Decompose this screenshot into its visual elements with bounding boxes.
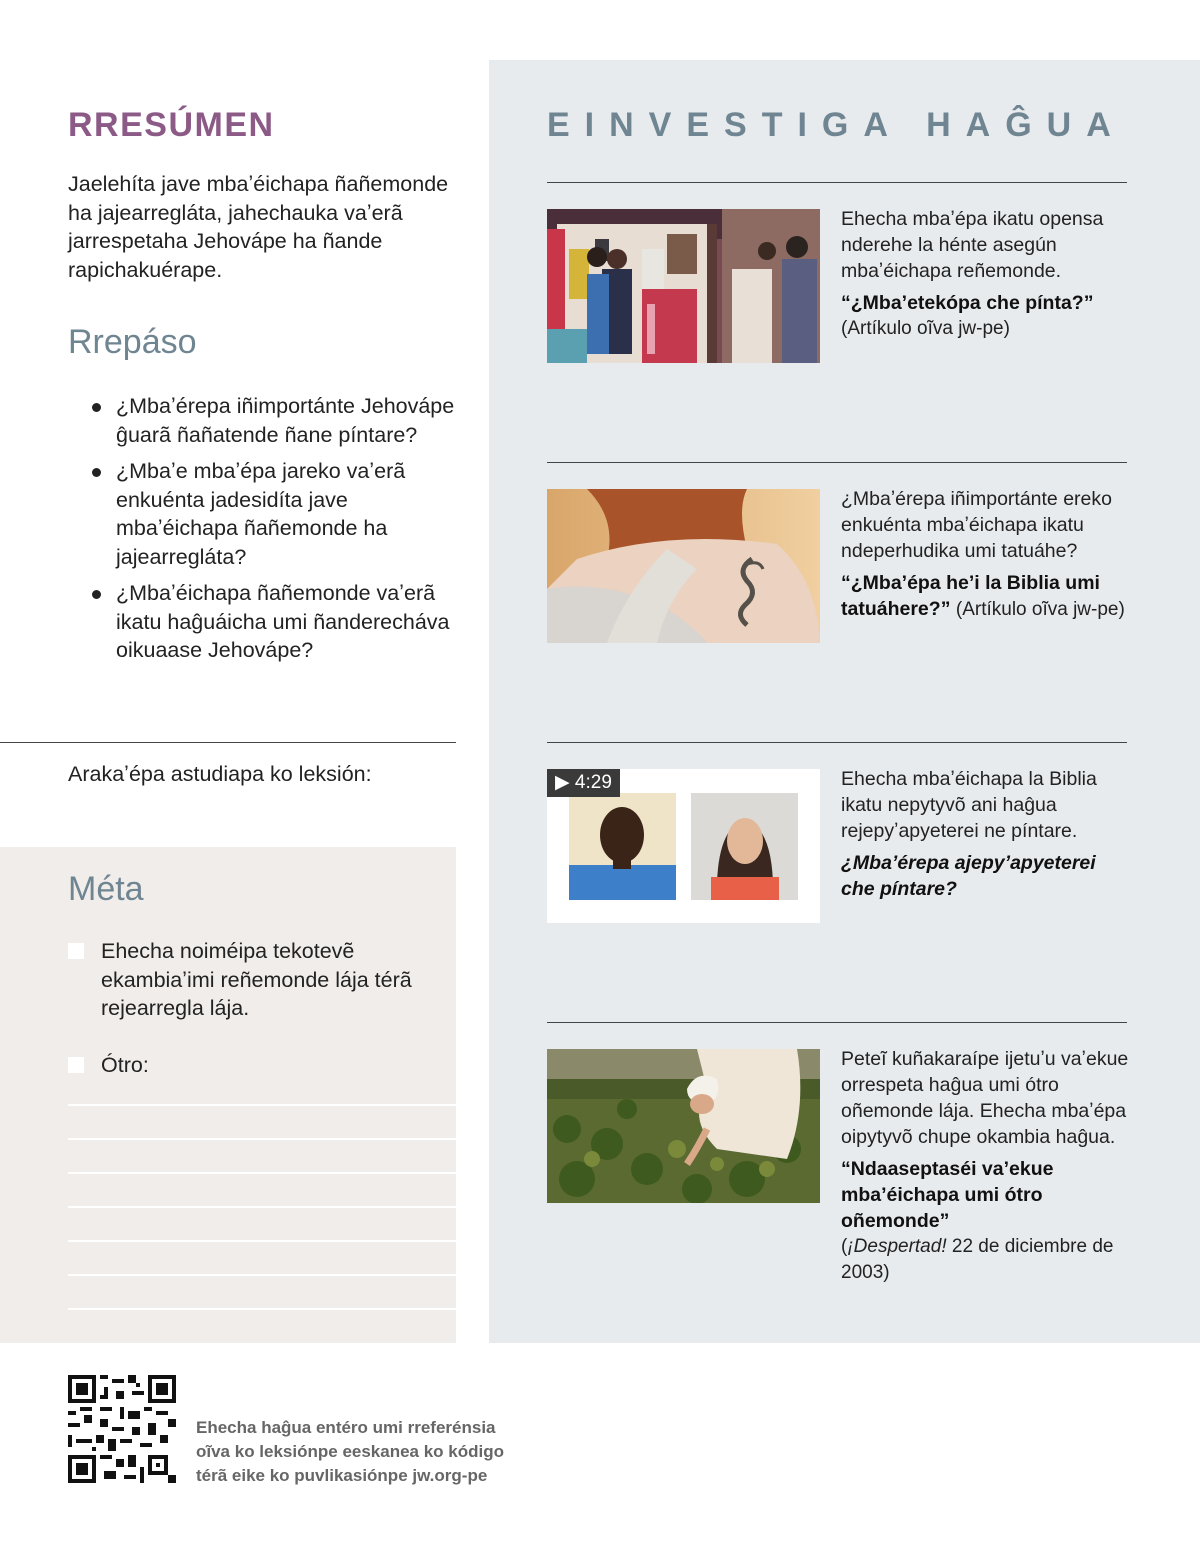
other-checkbox[interactable] — [68, 1057, 84, 1073]
note-open: ( — [841, 1236, 848, 1257]
review-item — [92, 579, 464, 665]
source-note: (Artíkulo oĩva jw-pe) — [841, 318, 1010, 339]
divider — [547, 1022, 1127, 1023]
footer-text: Ehecha haĝua entéro umi rreferénsia oĩva ko leksiónpe eeskanea ko kódigo térã eike ko puvlikasiónpe jw.org-pe — [196, 1418, 505, 1485]
video-duration-badge[interactable] — [547, 769, 620, 797]
video-link[interactable]: ¿Mbaʼérepa ajepyʼapyeterei che píntare? — [841, 852, 1096, 900]
resource-description: ¿Mbaʼérepa iñimportánte ereko enkuénta mbaʼéichapa ikatu ndeperhudika umi tatuáhe? — [841, 488, 1112, 562]
review-item — [92, 457, 464, 571]
field-worker-image — [547, 1049, 820, 1203]
field-worker-photo[interactable] — [547, 1049, 820, 1203]
goal-checkbox[interactable] — [68, 943, 84, 959]
goal-panel — [0, 847, 456, 1343]
resource-3 — [841, 766, 1131, 902]
tattoo-image — [547, 489, 820, 643]
goal-item-text: Ehecha noiméipa tekotevẽ ekambiaʼimi reñemonde lája térã rejearregla lája. — [101, 939, 412, 1020]
write-line[interactable] — [68, 1274, 456, 1276]
write-line[interactable] — [68, 1172, 456, 1174]
qr-code-icon[interactable] — [68, 1375, 176, 1483]
write-line[interactable] — [68, 1206, 456, 1208]
resource-1 — [841, 206, 1131, 342]
divider — [0, 742, 456, 743]
divider — [547, 742, 1127, 743]
write-line[interactable] — [68, 1308, 456, 1310]
source-note: (Artíkulo oĩva jw-pe) — [955, 599, 1125, 620]
other-label: Ótro: — [101, 1053, 149, 1077]
source-note — [841, 1234, 1131, 1286]
article-link[interactable]: “¿Mbaʼépa heʼi la Biblia umi tatuáhere?” — [841, 572, 1100, 620]
video-duration: 4:29 — [574, 772, 612, 793]
bullet-icon — [92, 590, 101, 599]
resource-description: Ehecha mbaʼépa ikatu opensa nderehe la hénte asegún mbaʼéichapa reñemonde. — [841, 208, 1104, 282]
resource-2 — [841, 486, 1131, 623]
review-item-text: ¿Mbaʼérepa iñimportánte Jehovápe ĝuarã ñañatende ñane píntare? — [116, 394, 455, 447]
summary-title: RRESÚMEN — [68, 106, 275, 144]
resource-description: Ehecha mbaʼéichapa la Biblia ikatu nepytyvõ ani haĝua rejepyʼapyeterei ne píntare. — [841, 768, 1097, 842]
resource-4 — [841, 1046, 1131, 1286]
bullet-icon — [92, 403, 101, 412]
write-line[interactable] — [68, 1240, 456, 1242]
summary-text: Jaelehíta jave mbaʼéichapa ñañemonde ha jajearregláta, jahechauka vaʼerã jarrespetaha Jehovápe ha ñande rapichakuérape. — [68, 172, 449, 282]
bullet-icon — [92, 468, 101, 477]
play-icon: ▶ — [555, 772, 570, 793]
resource-description: Peteĩ kuñakaraípe ijetuʼu vaʼekue orrespeta haĝua umi ótro oñemonde lája. Ehecha mbaʼépa oipytyvõ chupe okambia haĝua. — [841, 1048, 1129, 1148]
clothing-store-image — [547, 209, 820, 363]
review-item-text: ¿Mbaʼe mbaʼépa jareko vaʼerã enkuénta jadesidíta jave mbaʼéichapa ñañemonde ha jajearregláta? — [116, 459, 406, 569]
review-list — [92, 392, 464, 673]
article-link[interactable]: “Ndaaseptaséi vaʼekue mbaʼéichapa umi ótro oñemonde” — [841, 1158, 1054, 1232]
write-line[interactable] — [68, 1104, 456, 1106]
review-title: Rrepáso — [68, 323, 197, 361]
divider — [547, 462, 1127, 463]
review-item-text: ¿Mbaʼéichapa ñañemonde vaʼerã ikatu haĝuáicha umi ñanderecháva oikuaase Jehovápe? — [116, 581, 450, 662]
studied-date-label: Arakaʼépa astudiapa ko leksión: — [68, 762, 372, 786]
tattoo-photo[interactable] — [547, 489, 820, 643]
note-date: 22 de diciembre de 2003) — [841, 1236, 1114, 1283]
clothing-store-photo[interactable] — [547, 209, 820, 363]
magazine-title: ¡Despertad! — [847, 1236, 947, 1257]
goal-title: Méta — [68, 870, 144, 908]
divider — [547, 182, 1127, 183]
article-link[interactable]: “¿Mbaʼetekópa che pínta?” — [841, 292, 1094, 314]
investigate-title: EINVESTIGA HAĜUA — [547, 106, 1126, 144]
review-item — [92, 392, 464, 449]
write-line[interactable] — [68, 1138, 456, 1140]
